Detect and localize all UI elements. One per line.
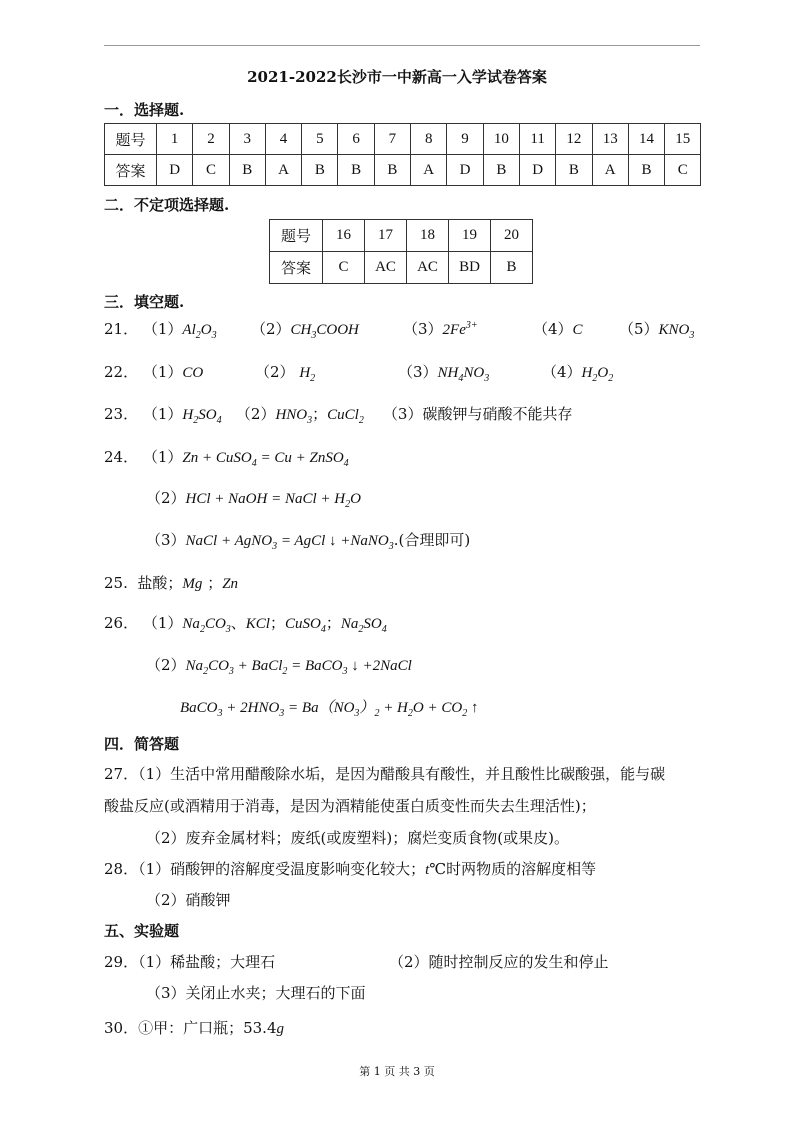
q24-part-2 — [146, 487, 361, 510]
table-cell: B — [374, 155, 410, 186]
table-cell: 3 — [229, 124, 265, 155]
part-label: （2） — [255, 363, 295, 381]
section-1-heading: 一．选择题. — [104, 101, 185, 119]
equation: HCl + NaOH = NaCl + $H_2O$ — [185, 491, 361, 510]
table-cell: 9 — [447, 124, 483, 155]
answer-text: ①甲：广口瓶；53.4 — [138, 1019, 277, 1037]
q22-part-3 — [398, 361, 489, 384]
part-label: （2） — [146, 656, 186, 674]
table-cell: 7 — [374, 124, 410, 155]
q27-part-2: （2）废弃金属材料；废纸(或废塑料)；腐烂变质食物(或果皮)。 — [146, 829, 569, 847]
question-26: 26． $(1)Na_2CO_3$、KCl；CuSO$_4$；$Na_2SO_4$ — [104, 614, 387, 635]
formula: $NH_4NO_3$ — [437, 365, 490, 384]
table-cell: 答案 — [270, 252, 323, 284]
variable: t — [425, 862, 430, 878]
formula: Mg — [182, 576, 203, 592]
table-cell: 4 — [265, 124, 301, 155]
question-23: 23． $(1)H_2SO_4$ $(2)HNO_3$；CuCl$_2$ （3）碳酸钾与硝酸不能共存 — [104, 405, 573, 426]
part-label: （1） — [142, 614, 183, 632]
q29-part-3: （3）关闭止水夹；大理石的下面 — [146, 984, 366, 1002]
formula: $Na_2SO_4$ — [340, 616, 387, 635]
q26-equation-2 — [180, 696, 478, 719]
table-cell: 18 — [407, 220, 449, 252]
table-cell: 题号 — [270, 220, 323, 252]
part-label: （3） — [398, 363, 438, 381]
part-label: （1） — [142, 448, 183, 466]
part-label: （3） — [403, 320, 443, 338]
part-label: （1） — [142, 363, 183, 381]
table-cell: D — [157, 155, 193, 186]
table-row — [270, 220, 533, 252]
q21-part-4 — [533, 318, 583, 339]
formula: $CH_3COOH$ — [290, 322, 359, 341]
part-label: （2） — [251, 320, 291, 338]
part-label: （4） — [533, 320, 573, 338]
formula: CuSO$_4$ — [285, 616, 326, 635]
question-number: 21． — [104, 320, 139, 338]
question-number: 26． — [104, 614, 139, 632]
table-cell: A — [265, 155, 301, 186]
table-cell: B — [483, 155, 519, 186]
q22-part-2 — [255, 361, 315, 384]
question-number: 23． — [104, 405, 139, 423]
table-cell: B — [628, 155, 664, 186]
question-29 — [104, 951, 275, 972]
table-cell: AC — [365, 252, 407, 284]
table-cell: AC — [407, 252, 449, 284]
question-number: 24． — [104, 448, 139, 466]
multi-choice-answer-table — [269, 219, 533, 284]
formula: KCl — [245, 616, 270, 632]
table-cell: 19 — [449, 220, 491, 252]
table-cell: C — [193, 155, 229, 186]
question-25: 25. 盐酸；Mg ；Zn — [104, 574, 239, 592]
table-cell: 13 — [592, 124, 628, 155]
table-cell: 11 — [519, 124, 555, 155]
table-cell: 题号 — [105, 124, 157, 155]
table-cell: B — [338, 155, 374, 186]
formula: $Al_2O_3$ — [182, 322, 217, 341]
q24-part-3 — [146, 529, 470, 552]
part-label: （1） — [142, 320, 183, 338]
table-cell: 14 — [628, 124, 664, 155]
question-27 — [104, 763, 665, 784]
equation: BaCO$_3$ + $2HNO_3 = Ba(NO_3)_2 + H_2O + CO_2$ ↑ — [180, 700, 479, 719]
table-cell: B — [556, 155, 592, 186]
formula: $H_2O_2$ — [581, 365, 614, 384]
page-number: 第 1 页 共 3 页 — [359, 1065, 435, 1078]
table-cell: 16 — [323, 220, 365, 252]
question-21 — [104, 318, 217, 341]
formula: $2Fe^{3+}$ — [442, 320, 478, 338]
part-label: （3） — [146, 531, 186, 549]
q28-part-2: （2）硝酸钾 — [146, 891, 231, 909]
table-cell: 答案 — [105, 155, 157, 186]
formula: CuCl$_2$ — [327, 407, 364, 426]
table-cell: 20 — [491, 220, 533, 252]
formula: $H_2SO_4$ — [182, 407, 222, 426]
formula: $Na_2CO_3$ — [182, 616, 231, 635]
part-label: （4） — [542, 363, 582, 381]
equation: Zn + CuSO$_4$ = Cu + ZnSO$_4$ — [182, 450, 349, 469]
table-cell: C — [665, 155, 701, 186]
answer-text: 盐酸； — [137, 574, 183, 592]
table-row — [270, 252, 533, 284]
q21-part-3 — [403, 318, 478, 339]
table-cell: D — [519, 155, 555, 186]
answer-text: （1）硝酸钾的溶解度受温度影响变化较大； — [138, 860, 426, 878]
table-cell: 12 — [556, 124, 592, 155]
q21-part-5 — [619, 318, 694, 341]
part-label: （2） — [235, 405, 276, 423]
formula: $HNO_3$ — [275, 407, 313, 426]
question-24 — [104, 446, 349, 469]
table-cell: B — [491, 252, 533, 284]
formula: CO — [182, 365, 204, 381]
question-number: 29． — [104, 953, 139, 971]
table-cell: 6 — [338, 124, 374, 155]
header-rule — [104, 45, 700, 46]
answer-note: .(合理即可) — [393, 531, 471, 549]
section-3-heading: 三．填空题. — [104, 293, 185, 311]
question-22 — [104, 361, 203, 382]
table-cell: B — [302, 155, 338, 186]
question-number: 30． — [104, 1019, 139, 1037]
table-cell: A — [411, 155, 447, 186]
table-cell: 15 — [665, 124, 701, 155]
part-label: （1） — [142, 405, 183, 423]
question-number: 27． — [104, 765, 139, 783]
formula: Zn — [222, 576, 239, 592]
answer-text: （1）稀盐酸；大理石 — [138, 953, 276, 971]
question-30 — [104, 1017, 284, 1038]
question-number: 22． — [104, 363, 139, 381]
table-cell: BD — [449, 252, 491, 284]
table-cell: 8 — [411, 124, 447, 155]
table-row — [105, 124, 701, 155]
q27-line-2: 酸盐反应(或酒精用于消毒，是因为酒精能使蛋白质变性而失去生理活性)； — [104, 797, 596, 815]
q29-part-2: （2）随时控制反应的发生和停止 — [389, 953, 609, 971]
q26-part-2 — [146, 654, 412, 677]
table-cell: D — [447, 155, 483, 186]
choice-answer-table — [104, 123, 701, 186]
question-28 — [104, 858, 596, 879]
unit: g — [276, 1021, 284, 1037]
equation: $Na_2CO_3$ + BaCl$_2$ = BaCO$_3$ ↓ +2NaCl — [185, 658, 412, 677]
part-label: （5） — [619, 320, 659, 338]
formula: C — [572, 322, 583, 338]
answer-text: （1）生活中常用醋酸除水垢，是因为醋酸具有酸性，并且酸性比碳酸强，能与碳 — [138, 765, 666, 783]
answer-text: （3）碳酸钾与硝酸不能共存 — [382, 405, 573, 423]
equation: NaCl + AgNO$_3$ = AgCl ↓ +NaNO$_3$ — [185, 533, 394, 552]
table-cell: 10 — [483, 124, 519, 155]
table-cell: C — [323, 252, 365, 284]
page-title: 2021-2022长沙市一中新高一入学试卷答案 — [247, 68, 547, 86]
question-number: 28． — [104, 860, 139, 878]
table-row — [105, 155, 701, 186]
section-4-heading: 四．简答题 — [104, 735, 180, 753]
table-cell: 1 — [157, 124, 193, 155]
answer-text: ℃时两物质的溶解度相等 — [429, 860, 597, 878]
table-cell: B — [229, 155, 265, 186]
table-cell: 17 — [365, 220, 407, 252]
section-5-heading: 五、实验题 — [104, 922, 180, 940]
table-cell: A — [592, 155, 628, 186]
question-number: 25. — [104, 574, 128, 592]
q21-part-2 — [251, 318, 359, 341]
table-cell: 2 — [193, 124, 229, 155]
table-cell: 5 — [302, 124, 338, 155]
part-label: （2） — [146, 489, 186, 507]
q22-part-4 — [542, 361, 613, 384]
formula: $H_2$ — [299, 365, 316, 384]
formula: $KNO_3$ — [658, 322, 695, 341]
section-2-heading: 二．不定项选择题. — [104, 196, 230, 214]
